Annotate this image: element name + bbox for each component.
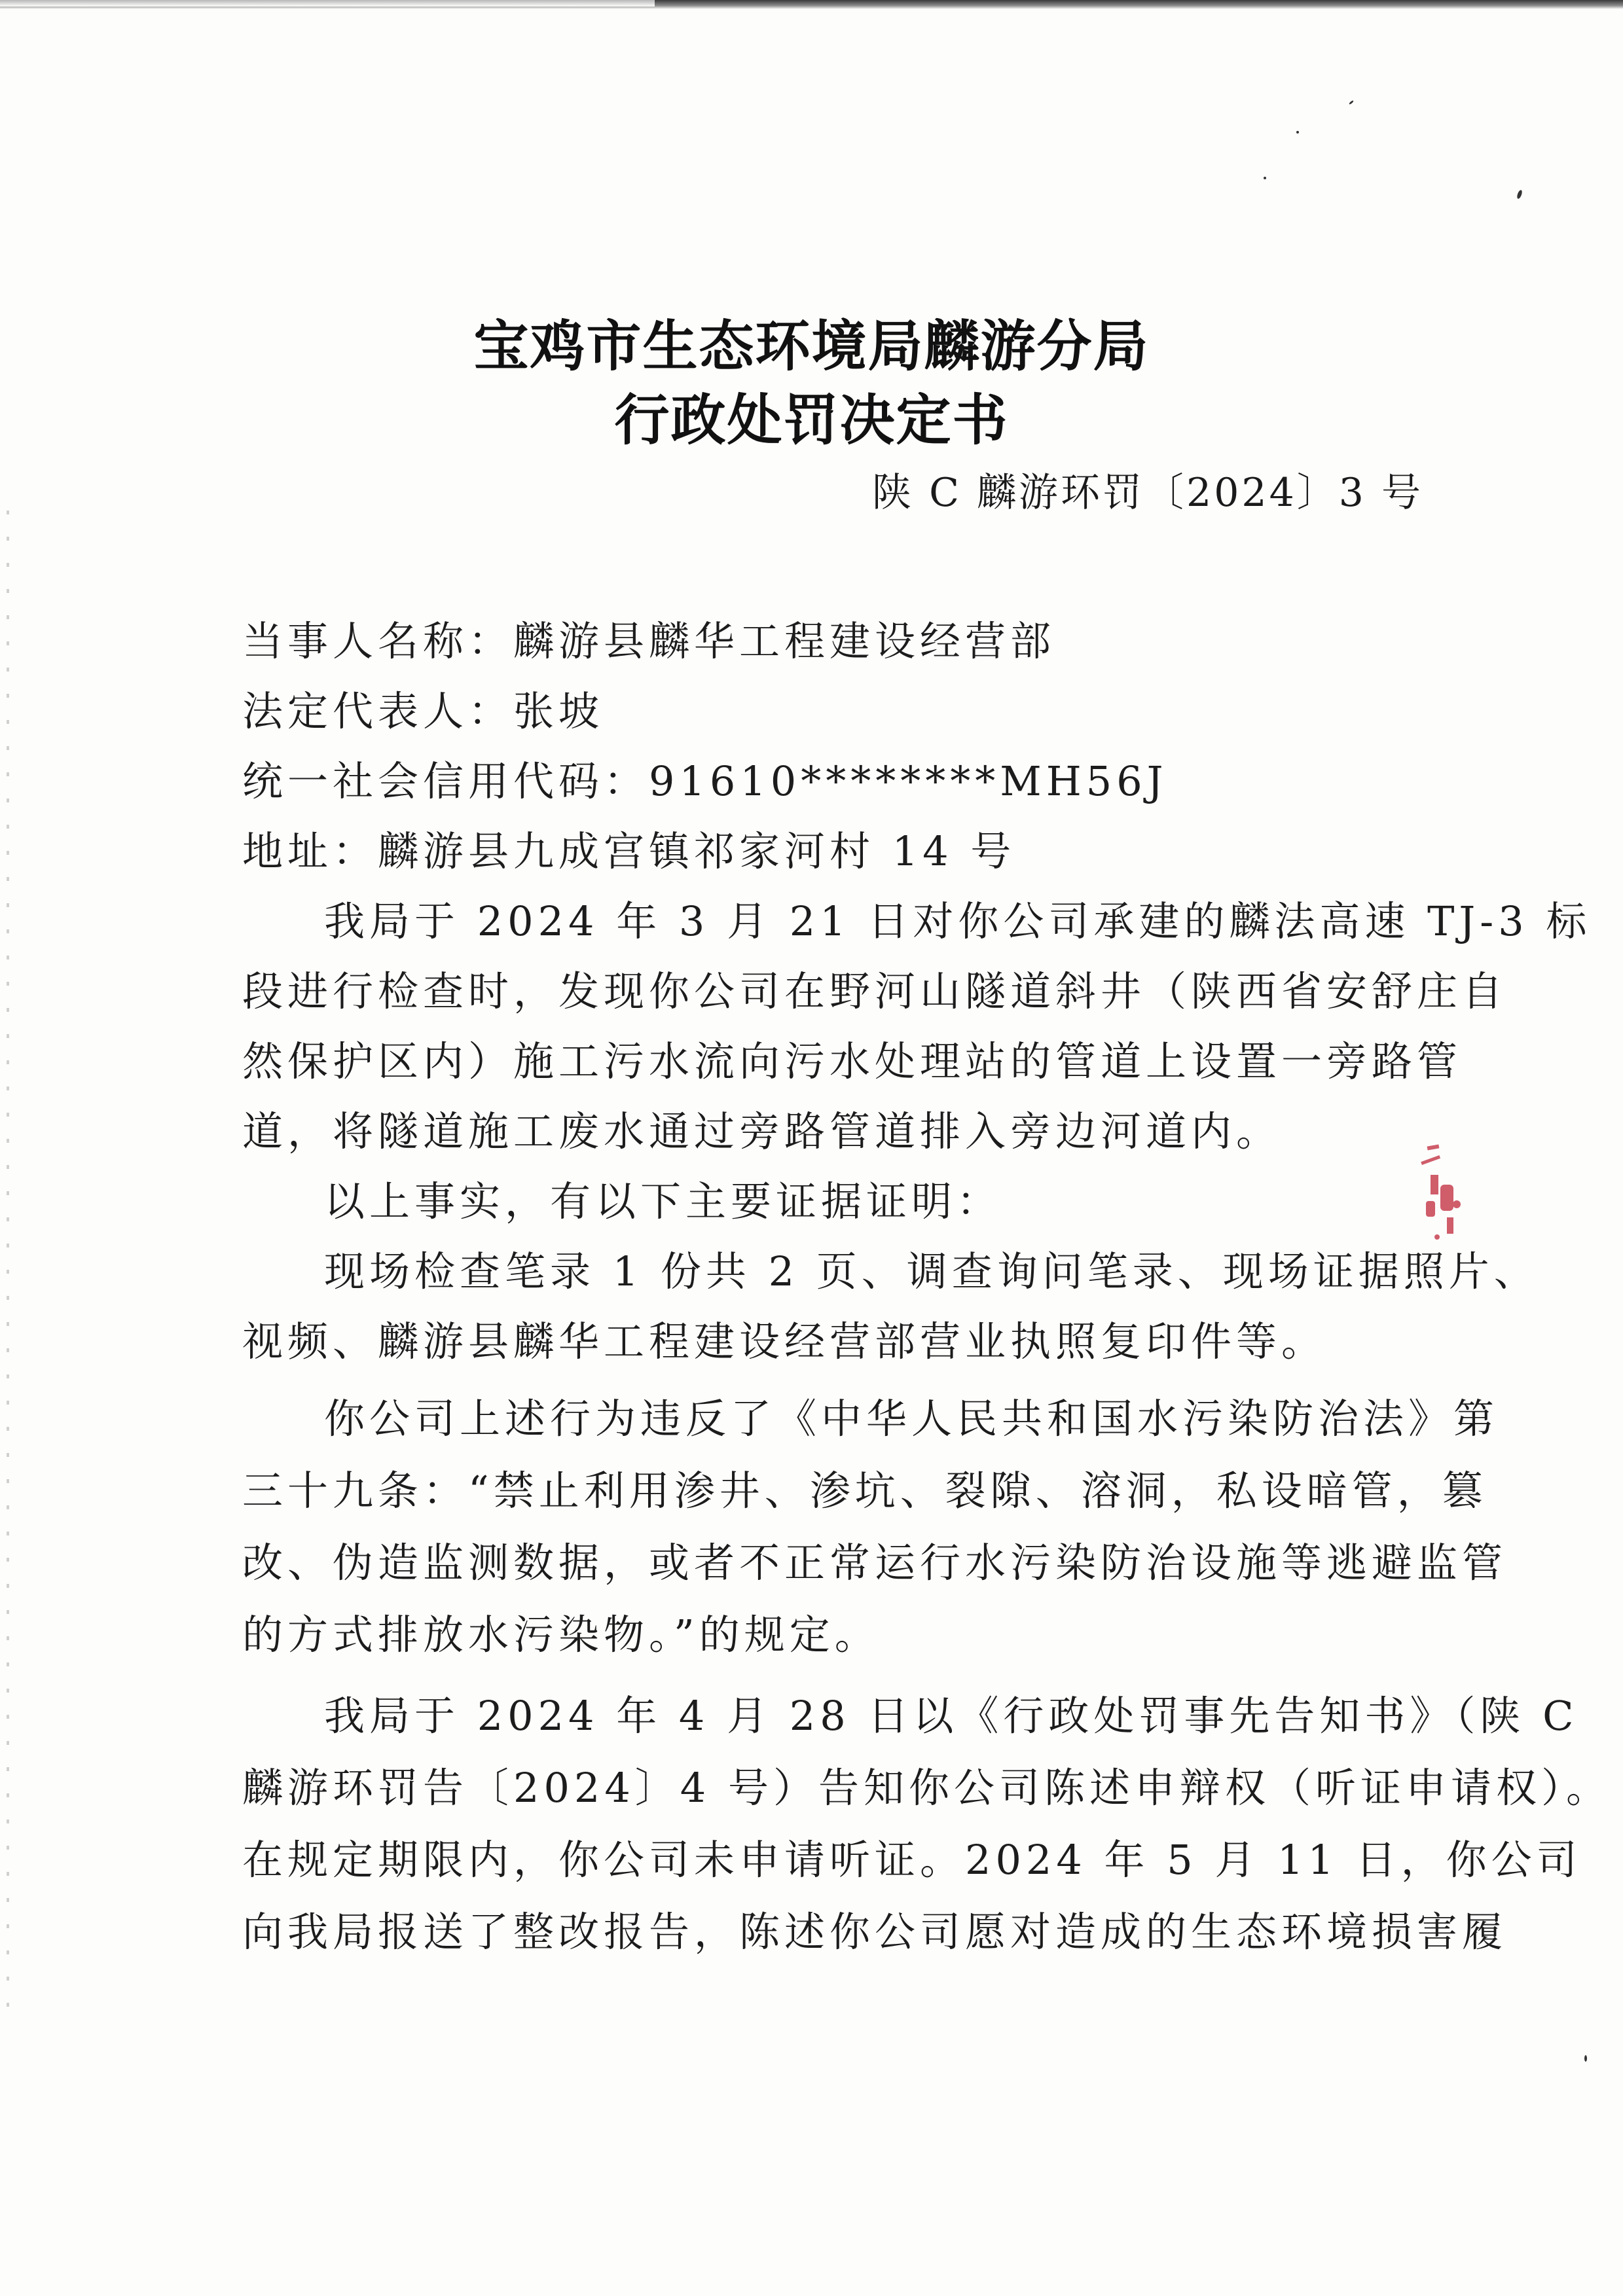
scan-edge-shadow xyxy=(0,0,655,7)
credit-code: 统一社会信用代码：91610********MH56J xyxy=(242,757,1168,805)
paragraph-line: 段进行检查时，发现你公司在野河山隧道斜井（陕西省安舒庄自 xyxy=(242,967,1508,1015)
binding-edge-marks xyxy=(7,511,9,2016)
scan-speck xyxy=(1584,2055,1587,2062)
paragraph-line: 我局于 2024 年 4 月 28 日以《行政处罚事先告知书》（陕 C xyxy=(324,1692,1578,1740)
party-name: 当事人名称：麟游县麟华工程建设经营部 xyxy=(242,617,1056,665)
paragraph-line: 在规定期限内，你公司未申请听证。2024 年 5 月 11 日，你公司 xyxy=(242,1836,1582,1884)
document-title-line2: 行政处罚决定书 xyxy=(614,387,1009,452)
paragraph-line: 麟游环罚告〔2024〕4 号）告知你公司陈述申辩权（听证申请权）。 xyxy=(242,1764,1611,1812)
legal-representative: 法定代表人：张坡 xyxy=(242,687,604,735)
seal-stamp-fragment xyxy=(1401,1139,1473,1270)
paragraph-line: 然保护区内）施工污水流向污水处理站的管道上设置一旁路管 xyxy=(242,1037,1463,1085)
scan-speck xyxy=(1349,100,1354,105)
paragraph-line: 改、伪造监测数据，或者不正常运行水污染防治设施等逃避监管 xyxy=(242,1539,1508,1587)
document-number: 陕 C 麟游环罚〔2024〕3 号 xyxy=(872,470,1423,516)
paragraph-line: 你公司上述行为违反了《中华人民共和国水污染防治法》第 xyxy=(324,1395,1499,1443)
paragraph-line: 的方式排放水污染物。”的规定。 xyxy=(242,1611,880,1659)
paragraph-line: 以上事实，有以下主要证据证明： xyxy=(324,1177,1002,1225)
scan-speck xyxy=(1264,177,1266,179)
paragraph-line: 向我局报送了整改报告，陈述你公司愿对造成的生态环境损害履 xyxy=(242,1908,1508,1956)
paragraph-line: 三十九条：“禁止利用渗井、渗坑、裂隙、溶洞，私设暗管，篡 xyxy=(242,1467,1487,1515)
paragraph-line: 我局于 2024 年 3 月 21 日对你公司承建的麟法高速 TJ-3 标 xyxy=(324,897,1592,945)
scan-speck xyxy=(1296,131,1299,134)
paragraph-line: 视频、麟游县麟华工程建设经营部营业执照复印件等。 xyxy=(242,1318,1327,1365)
address: 地址：麟游县九成宫镇祁家河村 14 号 xyxy=(242,827,1016,875)
paragraph-line: 现场检查笔录 1 份共 2 页、调查询问笔录、现场证据照片、 xyxy=(324,1247,1539,1295)
paragraph-line: 道，将隧道施工废水通过旁路管道排入旁边河道内。 xyxy=(242,1107,1282,1155)
scan-speck xyxy=(1516,189,1523,199)
document-title-line1: 宝鸡市生态环境局麟游分局 xyxy=(473,314,1150,378)
